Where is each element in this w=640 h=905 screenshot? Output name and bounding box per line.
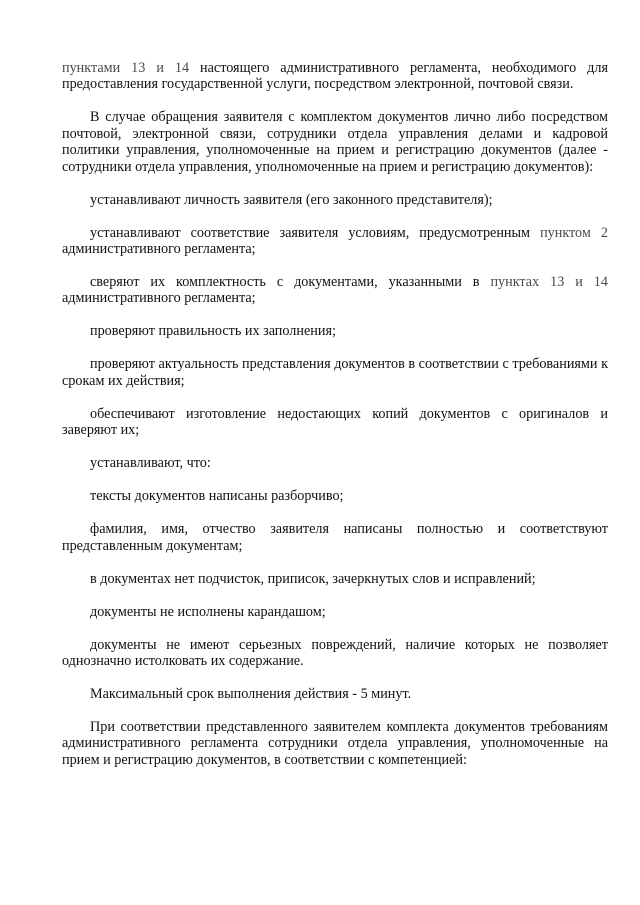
paragraph-text: настоящего административного регламента, необходимого для предоставления государственной услуги, посредством электронной, почтовой связи. bbox=[62, 60, 608, 93]
paragraph-text: проверяют актуальность представления документов в соответствии с требованиями к срокам их действия; bbox=[62, 356, 608, 389]
paragraph-text: документы не имеют серьезных повреждений, наличие которых не позволяет однозначно истолковать их содержание. bbox=[62, 636, 608, 670]
paragraph-15 bbox=[62, 686, 608, 702]
paragraph-text: проверяют правильность их заполнения; bbox=[90, 323, 336, 340]
paragraph-text: устанавливают, что: bbox=[90, 455, 211, 472]
paragraph-9 bbox=[62, 455, 608, 471]
document-reference-link[interactable]: пунктах 13 и 14 bbox=[490, 274, 608, 291]
paragraph-text: устанавливают личность заявителя (его законного представителя); bbox=[90, 191, 493, 208]
paragraph-2 bbox=[62, 109, 608, 175]
document-page bbox=[62, 60, 608, 785]
document-reference-link[interactable]: пунктом 2 bbox=[540, 224, 608, 241]
paragraph-16 bbox=[62, 719, 608, 768]
paragraph-4 bbox=[62, 225, 608, 258]
paragraph-5 bbox=[62, 274, 608, 307]
paragraph-text: административного регламента; bbox=[62, 241, 256, 258]
paragraph-6 bbox=[62, 323, 608, 339]
paragraph-text: фамилия, имя, отчество заявителя написаны полностью и соответствуют представленным документам; bbox=[62, 521, 608, 554]
paragraph-13 bbox=[62, 604, 608, 620]
paragraph-14 bbox=[62, 637, 608, 670]
paragraph-text: сверяют их комплектность с документами, указанными в bbox=[90, 274, 491, 291]
paragraph-10 bbox=[62, 488, 608, 504]
paragraph-11 bbox=[62, 521, 608, 554]
paragraph-1 bbox=[62, 60, 608, 93]
paragraph-text: административного регламента; bbox=[62, 290, 256, 307]
paragraph-text: В случае обращения заявителя с комплектом документов лично либо посредством почтовой, электронной связи, сотрудники отдела управления делами и кадровой политики управления, уполномоченные на прием и регистрацию документов (далее - сотрудники отдела управления, уполномоченные на прием и регистрацию документов): bbox=[62, 109, 608, 175]
document-reference-link[interactable]: пунктами 13 и 14 bbox=[62, 60, 190, 76]
paragraph-text: обеспечивают изготовление недостающих копий документов с оригиналов и заверяют их; bbox=[62, 405, 608, 439]
paragraph-3 bbox=[62, 192, 608, 208]
paragraph-8 bbox=[62, 406, 608, 439]
paragraph-7 bbox=[62, 356, 608, 389]
paragraph-12 bbox=[62, 571, 608, 587]
paragraph-text: в документах нет подчисток, приписок, зачеркнутых слов и исправлений; bbox=[90, 570, 536, 587]
paragraph-text: Максимальный срок выполнения действия - 5 минут. bbox=[90, 686, 412, 703]
paragraph-text: тексты документов написаны разборчиво; bbox=[90, 488, 344, 505]
paragraph-text: устанавливают соответствие заявителя условиям, предусмотренным bbox=[90, 224, 541, 241]
paragraph-text: документы не исполнены карандашом; bbox=[90, 603, 326, 620]
paragraph-text: При соответствии представленного заявителем комплекта документов требованиям административного регламента сотрудники отдела управления, уполномоченные на прием и регистрацию документов, в соответствии с компетенцией: bbox=[62, 719, 608, 768]
